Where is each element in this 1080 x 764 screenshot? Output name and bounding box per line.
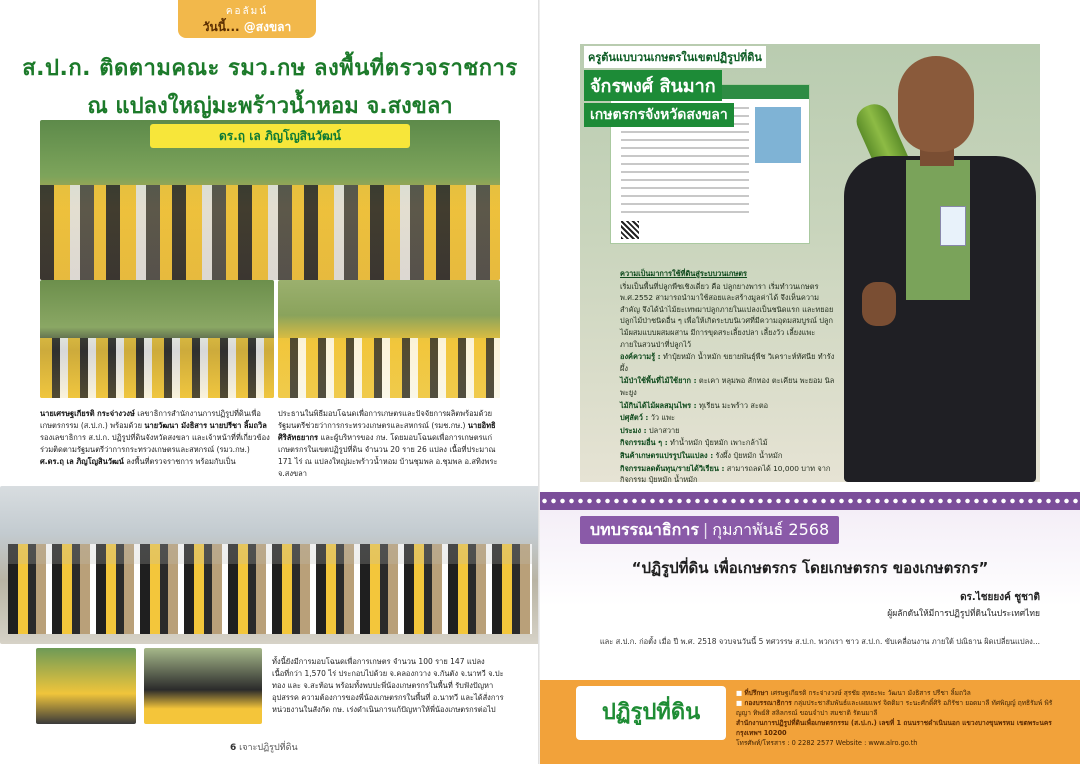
info-knowledge: องค์ความรู้ : ทำปุ๋ยหมัก น้ำหมัก ขยายพันธุ์พืช วิเคราะห์ทัศนีย ทำรังผึ้ง	[620, 352, 835, 373]
headline-line-1: ส.ป.ก. ติดตามคณะ รมว.กษ ลงพื้นที่ตรวจราชการ	[0, 50, 540, 85]
info-fruit: ไม้กินได้ไม้ผลสมุนไพร : ทุเรียน มะพร้าว สะตอ	[620, 400, 769, 410]
right-page	[540, 0, 1080, 764]
photo-small-officials	[144, 648, 262, 724]
profile-name: จักรพงศ์ สินมาก	[584, 70, 722, 101]
page-number: 6 เจาะปฏิรูปที่ดิน	[230, 743, 298, 753]
editorial-title: บทบรรณาธิการ | กุมภาพันธ์ 2568	[580, 516, 839, 544]
article-paragraph-bottom: ทั้งนี้ยังมีการมอบโฉนดเพื่อการเกษตร จำนวน 100 ราย 147 แปลง เนื้อที่กว่า 1,570 ไร่ ประกอบไปด้วย จ.คลองกวาง จ.กันตัง จ.นาทวี จ.ปะทอง และ จ.สะท้อน พร้อมทั้งพบปะพี่น้องเกษตรกรในพื้นที่ รับฟังปัญหา อุปสรรค ความต้องการของพี่น้องเกษตรกรในพื้นที่ อ.นาทวี และได้สั่งการหน่วยงานในสังกัด กษ. เร่งดำเนินการแก้ปัญหาให้พี่น้องเกษตรกรต่อไป	[272, 657, 504, 714]
editorial-divider	[540, 492, 1080, 510]
info-fishery: ประมง : ปลาสวาย	[620, 425, 680, 435]
info-heading: ความเป็นมาการใช้ที่ดินสู่ระบบวนเกษตร	[620, 269, 748, 278]
stage-banner: ดร.ฤ เล ภิญโญสินวัฒน์	[150, 124, 410, 148]
seated-people	[40, 338, 274, 398]
editorial-author-role: ผู้ผลักดันให้มีการปฏิรูปที่ดินในประเทศไทย	[887, 609, 1040, 619]
editorial-date: กุมภาพันธ์ 2568	[712, 520, 830, 539]
dot-pattern	[540, 497, 1080, 505]
info-income: กิจกรรมลดต้นทุน/รายได้วิเรียน : สามารถลดได้ 10,000 บาท จากกิจกรรม ปุ๋ยหมัก น้ำหมัก	[620, 463, 831, 485]
editors-line: ■ กองบรรณาธิการ กลุ่มประชาสัมพันธ์และเผยแพร่ จิตติมา ระนะศักดิ์ศิริ อภิรัชา ยอดมาลี ทัศพิญญ์ ฤทธิรัมพ์ พิรัญญา ทิพย์สิ สลิลกรณ์ ขอนจำปา สมชาติ รัตนมาลี	[736, 699, 1053, 717]
photo-audience	[278, 280, 500, 398]
farmer-head	[898, 56, 974, 152]
info-product: สินค้าเกษตรแปรรูปในแปลง : รังผึ้ง ปุ๋ยหมัก น้ำหมัก	[620, 450, 783, 460]
group-front-row	[8, 564, 532, 634]
article-paragraph-right: ประธานในพิธีมอบโฉนดเพื่อการเกษตรและปัจจัยการผลิตพร้อมด้วยรัฐมนตรีช่วยว่าการกระทรวงเกษตรและสหกรณ์ (รมช.กษ.) นายอิทธิ ศิริลัทธยากร และผู้บริหารของ กษ. โดยมอบโฉนดเพื่อการเกษตรแก่เกษตรกรในเขตปฏิรูปที่ดิน จำนวน 20 ราย 26 แปลง เนื้อที่ประมาณ 171 ไร่ ณ แปลงใหญ่มะพร้าวน้ำหอม บ้านชุมพล อ.ชุมพล อ.สทิงพระ จ.สงขลา	[278, 409, 498, 478]
contact-line: โทรศัพท์/โทรสาร : 0 2282 2577 Website : www.alro.go.th	[736, 739, 918, 747]
headline-line-2: ณ แปลงใหญ่มะพร้าวน้ำหอม จ.สงขลา	[0, 88, 540, 123]
profile-info	[620, 268, 838, 487]
column-word: คอลัมน์	[225, 6, 269, 17]
photo-small-seated	[36, 648, 136, 724]
qr-code-icon	[621, 221, 639, 239]
advisors-line: ■ ที่ปรึกษา เศรษฐเกียรติ กระจ่างวงษ์ สุรชัย สุทธะพะ วัฒนา มังธิสาร ปรีชา ลิ้มถวิล	[736, 689, 971, 697]
photo-certificate-ceremony	[40, 120, 500, 280]
info-trees: ไม้ป่าใช้พื้นที่ไม้ใช้ยาก : ตะเคา หลุมพอ สักทอง ตะเคียน พะยอม นิล พะยูง	[620, 376, 835, 397]
farmer-hand	[862, 282, 896, 326]
editorial-author: ดร.ไชยยงค์ ชูชาติ	[960, 592, 1040, 603]
magazine-logo: ปฏิรูปที่ดิน	[576, 686, 726, 740]
column-tab	[178, 0, 316, 38]
info-history: เริ่มเป็นพื้นที่ปลูกพืชเชิงเดี่ยว คือ ปลูกยางพารา เริ่มทำวนเกษตร พ.ศ.2552 สามารถนำมาใช้สอยและสร้างมูลค่าได้ จึงเห็นความสำคัญ จึงได้นำไม้ยะเทพมาปลูกภายในแปลงเป็นชนิดแรก และทยอยปลูกไม้ป่าชนิดอื่น ๆ เพื่อให้เกิดระบบนิเวศที่มีความอุดมสมบูรณ์ ปลูกไม้ผสมแบบผสมผสาน มีการขุดสระเลี้ยงปลา เลี้ยงวัว เลี้ยงแพะ ภายในสวนป่าที่ปลูกไว้	[620, 281, 834, 349]
photo-group-portrait	[0, 486, 540, 644]
crowd-figures	[40, 185, 500, 280]
info-livestock: ปศุสัตว์ : วัว แพะ	[620, 413, 675, 423]
profile-kicker: ครูต้นแบบวนเกษตรในเขตปฏิรูปที่ดิน	[584, 46, 766, 68]
masthead-credits	[736, 688, 1066, 748]
info-other: กิจกรรมอื่น ๆ : ทำน้ำหมัก ปุ๋ยหมัก เพาะกล้าไม้	[620, 438, 768, 448]
publisher-line: สำนักงานการปฏิรูปที่ดินเพื่อเกษตรกรรม (ส.ป.ก.) เลขที่ 1 ถนนราชดำเนินนอก แขวงบางขุนพรหม เขตพระนคร กรุงเทพฯ 10200	[736, 719, 1052, 737]
editorial-teaser: และ ส.ป.ก. ก่อตั้ง เมื่อ ปี พ.ศ. 2518 จวบจนวันนี้ 5 ทศวรรษ ส.ป.ก. พวกเรา ชาว ส.ป.ก. ขับเคลื่อนงาน ภายใต้ ปณิธาน ผิดเปลี่ยนแปลง...	[599, 637, 1040, 646]
article-paragraph-left: นายเศรษฐเกียรติ กระจ่างวงษ์ เลขาธิการสำนักงานการปฏิรูปที่ดินเพื่อเกษตรกรรม (ส.ป.ก.) พร้อมด้วย นายวัฒนา มังธิสาร นายปรีชา ลิ้มถวิล รองเลขาธิการ ส.ป.ก. ปฏิรูปที่ดินจังหวัดสงขลา และเจ้าหน้าที่ที่เกี่ยวข้องร่วมติดตามรัฐมนตรีว่าการกระทรวงเกษตรและสหกรณ์ (รมว.กษ.) ศ.ดร.ฤ เล ภิญโญสินวัฒน์ ลงพื้นที่ตรวจราชการ พร้อมกับเป็น	[40, 409, 270, 466]
audience-people	[278, 338, 500, 398]
profile-heading	[584, 46, 834, 127]
farmer-portrait	[840, 56, 1040, 482]
column-name: วันนี้...	[202, 20, 240, 34]
id-badge	[940, 206, 966, 246]
photo-seated-group	[40, 280, 274, 398]
column-title	[178, 18, 316, 37]
column-handle: @สงขลา	[243, 20, 292, 34]
profile-role: เกษตรกรจังหวัดสงขลา	[584, 103, 734, 127]
editorial-quote: “ปฏิรูปที่ดิน เพื่อเกษตรกร โดยเกษตรกร ของเกษตรกร”	[631, 559, 989, 577]
